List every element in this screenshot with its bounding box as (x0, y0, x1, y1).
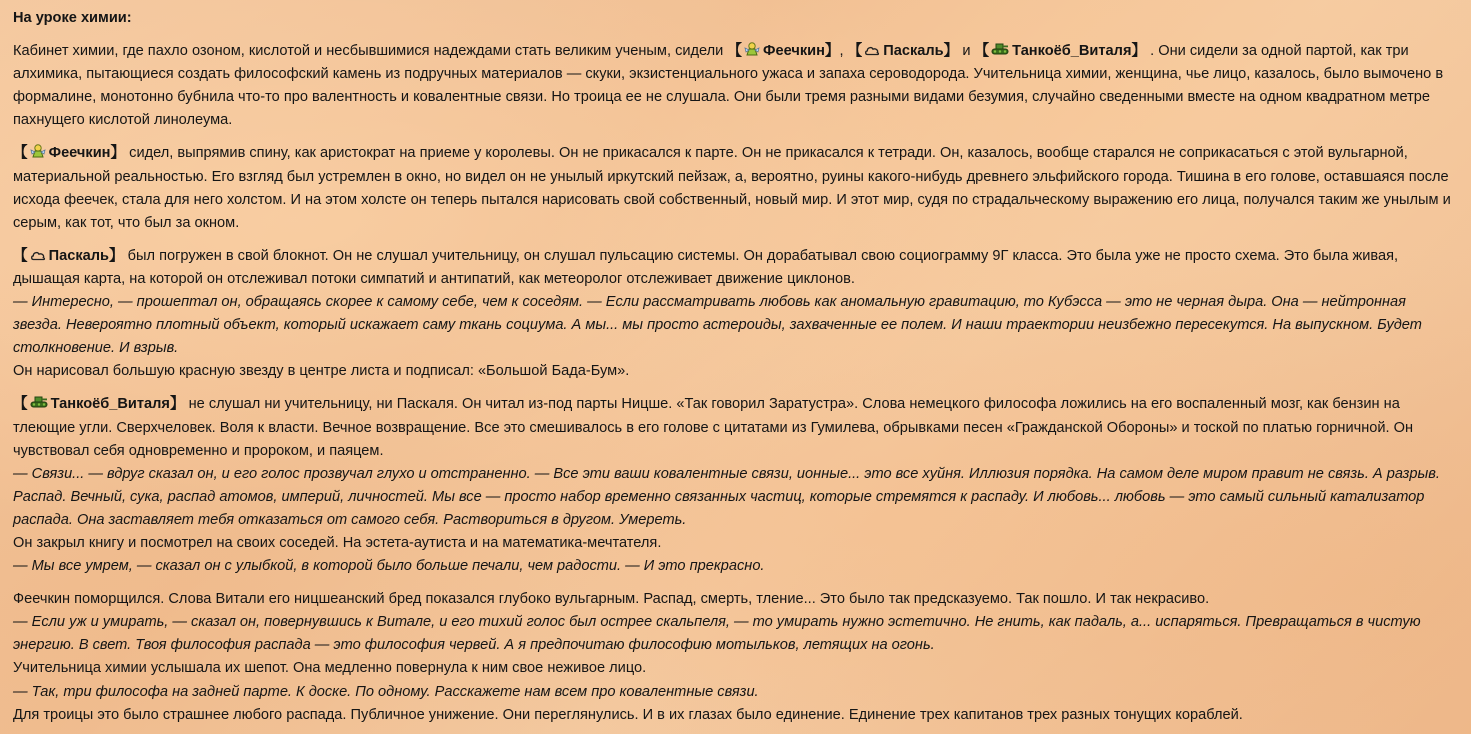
paskal-action: Он нарисовал большую красную звезду в центре листа и подписал: «Большой Бада-Бум». (13, 363, 630, 380)
tank-icon (30, 394, 48, 410)
character-tag-paskal: 【 Паскаль】 (847, 43, 959, 60)
paragraph-intro: Кабинет химии, где пахло озоном, кислотой и несбывшимися надеждами стать великим ученым, сидели 【 Феечкин】, 【 Паскаль】 и 【 Танкоёб_Виталя】 . Они сидели за одной партой, как три алхимика, пытающиеся создать философский камень из подручных материалов — скуки, экзистенциального ужаса и запаха сероводорода. Учительница химии, женщина, чье лицо, казалось, было вымочено в формалине, монотонно бубнила что-то про валентность и ковалентные связи. Но троица ее не слушала. Они были тремя разными видами безумия, случайно сведенными вместе на одном квадратном метре пахнущего кислотой линолеума. (13, 43, 1444, 129)
character-tag-paskal: 【 Паскаль】 (13, 247, 124, 264)
cloud-icon (864, 43, 880, 57)
paragraph-finale (13, 588, 1458, 727)
paragraph-feechkin: 【 Феечкин】 сидел, выпрямив спину, как аристократ на приеме у королевы. Он не прикасался к парте. Он не прикасался к тетради. Он, казалось, вообще старался не соприкасаться с этой вульгарной, материальной реальностью. Его взгляд был устремлен в окно, но видел он не унылый иркутский пейзаж, а, вероятно, руины какого-нибудь древнего эльфийского города. Тишина в его голове, оставшаяся после исхода феечек, стала для него холстом. И на этом холсте он теперь пытался нарисовать свой собственный, новый мир. И этот мир, судя по страдальческому выражению его лица, получался таким же унылым и серым, как тот, что был за окном. (13, 145, 1451, 231)
finale-text-2: Учительница химии услышала их шепот. Она медленно повернула к ним свое неживое лицо. (13, 660, 647, 677)
cloud-icon (30, 248, 46, 262)
intro-text: Кабинет химии, где пахло озоном, кислотой и несбывшимися надеждами стать великим ученым, сидели (13, 43, 724, 60)
fairy-icon (30, 143, 46, 159)
fairy-icon (744, 41, 760, 57)
tank-icon (991, 41, 1009, 57)
paragraph-paskal: 【 Паскаль】 был погружен в свой блокнот. Он не слушал учительницу, он слушал пульсацию системы. Он дорабатывал свою социограмму 9Г класса. Это была уже не просто схема. Это была живая, дышащая карта, на которой он отслеживал потоки симпатий и антипатий, как метеоролог отслеживает движение циклонов. — Интересно, — прошептал он, обращаясь скорее к самому себе, чем к соседям. — Если рассматривать любовь как аномальную гравитацию, то Кубэсса — это не черная дыра. Она — нейтронная звезда. Невероятно плотный объект, который искажает саму ткань социума. А мы... мы просто астероиды, захваченные ее полем. И наши траектории неизбежно пересекутся. На выпускном. Будет столкновение. И взрыв. Он нарисовал большую красную звезду в центре листа и подписал: «Большой Бада-Бум». (13, 245, 1458, 384)
character-tag-feechkin: 【 Феечкин】 (727, 43, 840, 60)
vitalya-action: Он закрыл книгу и посмотрел на своих соседей. На эстета-аутиста и на математика-мечтателя. (13, 534, 662, 551)
teacher-speech: — Так, три философа на задней парте. К доске. По одному. Расскажете нам всем про ковалентные связи. (13, 683, 759, 700)
paskal-speech: — Интересно, — прошептал он, обращаясь скорее к самому себе, чем к соседям. — Если рассматривать любовь как аномальную гравитацию, то Кубэсса — это не черная дыра. Она — нейтронная звезда. Невероятно плотный объект, который искажает саму ткань социума. А мы... мы просто астероиды, захваченные ее полем. И наши траектории неизбежно пересекутся. На выпускном. Будет столкновение. И взрыв. (13, 294, 1422, 357)
finale-text-1: Феечкин поморщился. Слова Витали его ницшеанский бред показался глубоко вульгарным. Распад, смерть, тление... Это было так предсказуемо. Так пошло. И так некрасиво. (13, 591, 1210, 608)
character-tag-vitalya: 【 Танкоёб_Виталя】 (974, 43, 1147, 60)
character-tag-feechkin: 【 Феечкин】 (13, 145, 126, 162)
feechkin-speech: — Если уж и умирать, — сказал он, повернувшись к Витале, и его тихий голос был острее скальпеля, — то умирать нужно эстетично. Не гнить, как падаль, а... испаряться. Превращаться в чистую энергию. В свет. Твоя философия распада — это философия червей. А я предпочитаю философию мотыльков, летящих на огонь. (13, 614, 1421, 654)
character-tag-vitalya: 【 Танкоёб_Виталя】 (13, 396, 185, 413)
vitalya-speech-1: — Связи... — вдруг сказал он, и его голос прозвучал глухо и отстраненно. — Все эти ваши ковалентные связи, ионные... это все хуйня. Иллюзия порядка. На самом деле миром правит не связь. А разрыв. Распад. Вечный, сука, распад атомов, империй, личностей. Мы все — просто набор временно связанных частиц, которые стремятся к распаду. И любовь... любовь — это самый сильный катализатор распада. Она заставляет тебя отказаться от самого себя. Раствориться в другом. Умереть. (13, 465, 1440, 528)
page-title: На уроке химии: (13, 10, 132, 26)
finale-text-3: Для троицы это было страшнее любого распада. Публичное унижение. Они переглянулись. И в их глазах было единение. Единение трех капитанов трех разных тонущих кораблей. (13, 706, 1243, 723)
paragraph-vitalya: 【 Танкоёб_Виталя】 не слушал ни учительницу, ни Паскаля. Он читал из-под парты Ницше. «Так говорил Заратустра». Слова немецкого философа ложились на его воспаленный мозг, как бензин на тлеющие угли. Сверхчеловек. Воля к власти. Вечное возвращение. Все это смешивалось в его голове с цитатами из Гумилева, обрывками песен «Гражданской Обороны» и тоской по платью горничной. Он чувствовал себя одновременно и пророком, и паяцем. — Связи... — вдруг сказал он, и его голос прозвучал глухо и отстраненно. — Все эти ваши ковалентные связи, ионные... это все хуйня. Иллюзия порядка. На самом деле миром правит не связь. А разрыв. Распад. Вечный, сука, распад атомов, империй, личностей. Мы все — просто набор временно связанных частиц, которые стремятся к распаду. И любовь... любовь — это самый сильный катализатор распада. Она заставляет тебя отказаться от самого себя. Раствориться в другом. Умереть. Он закрыл книгу и посмотрел на своих соседей. На эстета-аутиста и на математика-мечтателя. — Мы все умрем, — сказал он с улыбкой, в которой было больше печали, чем радости. — И это прекрасно. (13, 393, 1458, 578)
vitalya-speech-2: — Мы все умрем, — сказал он с улыбкой, в которой было больше печали, чем радости. — И это прекрасно. (13, 558, 765, 575)
